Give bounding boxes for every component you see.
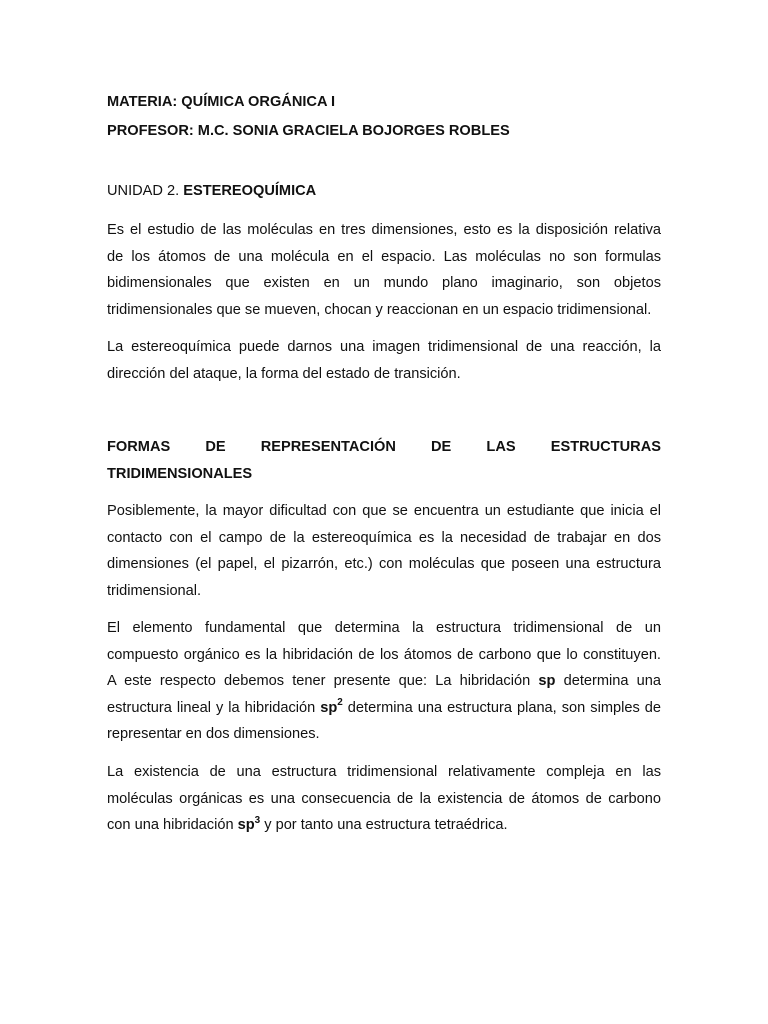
paragraph-tetrahedral <box>107 759 661 839</box>
paragraph-line: tridimensional. <box>107 582 202 599</box>
sp3-superscript: 3 <box>254 814 261 826</box>
paragraph-line: contacto con el campo de la estereoquímica es la necesidad de trabajar en dos <box>107 529 661 546</box>
paragraph-line: representar en dos dimensiones. <box>107 726 320 743</box>
paragraph-hybridization <box>107 615 661 748</box>
text-run: y por tanto una estructura tetraédrica. <box>260 817 508 834</box>
paragraph-line: bidimensionales que existen en un mundo plano imaginario, son objetos <box>107 275 661 292</box>
paragraph-line: compuesto orgánico es la hibridación de los átomos de carbono que lo constituyen. <box>107 646 661 663</box>
paragraph-line: dimensiones (el papel, el pizarrón, etc.) con moléculas que poseen una estructura <box>107 556 661 573</box>
text-run: determina una <box>555 673 661 690</box>
unit-prefix: UNIDAD 2. <box>107 183 184 199</box>
text-run: A este respecto debemos tener presente que: La hibridación <box>107 673 539 690</box>
paragraph-difficulty <box>107 498 661 604</box>
paragraph-stereochemistry <box>107 334 661 387</box>
section-heading-line: FORMAS DE REPRESENTACIÓN DE LAS ESTRUCTURAS <box>107 439 661 455</box>
text-run: determina una estructura plana, son simples de <box>342 699 661 716</box>
paragraph-line: tridimensionales que se mueven, chocan y reaccionan en un espacio tridimensional. <box>107 301 652 318</box>
sp2-term <box>320 697 343 716</box>
paragraph-line: de los átomos de una molécula en el espacio. Las moléculas no son formulas <box>107 248 661 265</box>
paragraph-definition <box>107 217 661 323</box>
sp2-superscript: 2 <box>337 697 343 709</box>
section-heading <box>107 434 661 487</box>
text-run: estructura lineal y la hibridación <box>107 699 321 716</box>
paragraph-line: El elemento fundamental que determina la estructura tridimensional de un <box>107 620 661 636</box>
unit-heading <box>107 178 316 205</box>
sp2-base: sp <box>320 699 338 716</box>
section-heading-line: TRIDIMENSIONALES <box>107 465 253 482</box>
paragraph-line: La estereoquímica puede darnos una imagen tridimensional de una reacción, la <box>107 339 661 355</box>
paragraph-line: moléculas orgánicas es una consecuencia de la existencia de átomos de carbono <box>107 790 661 807</box>
subject-line: MATERIA: QUÍMICA ORGÁNICA I <box>107 94 336 110</box>
paragraph-line: dirección del ataque, la forma del estado de transición. <box>107 365 461 382</box>
paragraph-line: Es el estudio de las moléculas en tres dimensiones, esto es la disposición relativa <box>107 222 661 238</box>
sp3-term <box>237 814 261 834</box>
paragraph-line <box>107 695 661 722</box>
paragraph-line <box>107 668 661 695</box>
paragraph-line <box>107 812 661 839</box>
text-run: con una hibridación <box>107 817 238 834</box>
professor-line: PROFESOR: M.C. SONIA GRACIELA BOJORGES ROBLES <box>107 123 510 139</box>
unit-title: ESTEREOQUÍMICA <box>183 183 317 199</box>
sp-term: sp <box>538 673 556 690</box>
paragraph-line: La existencia de una estructura tridimensional relativamente compleja en las <box>107 764 661 780</box>
sp3-base: sp <box>237 817 255 834</box>
paragraph-line: Posiblemente, la mayor dificultad con que se encuentra un estudiante que inicia el <box>107 503 661 519</box>
